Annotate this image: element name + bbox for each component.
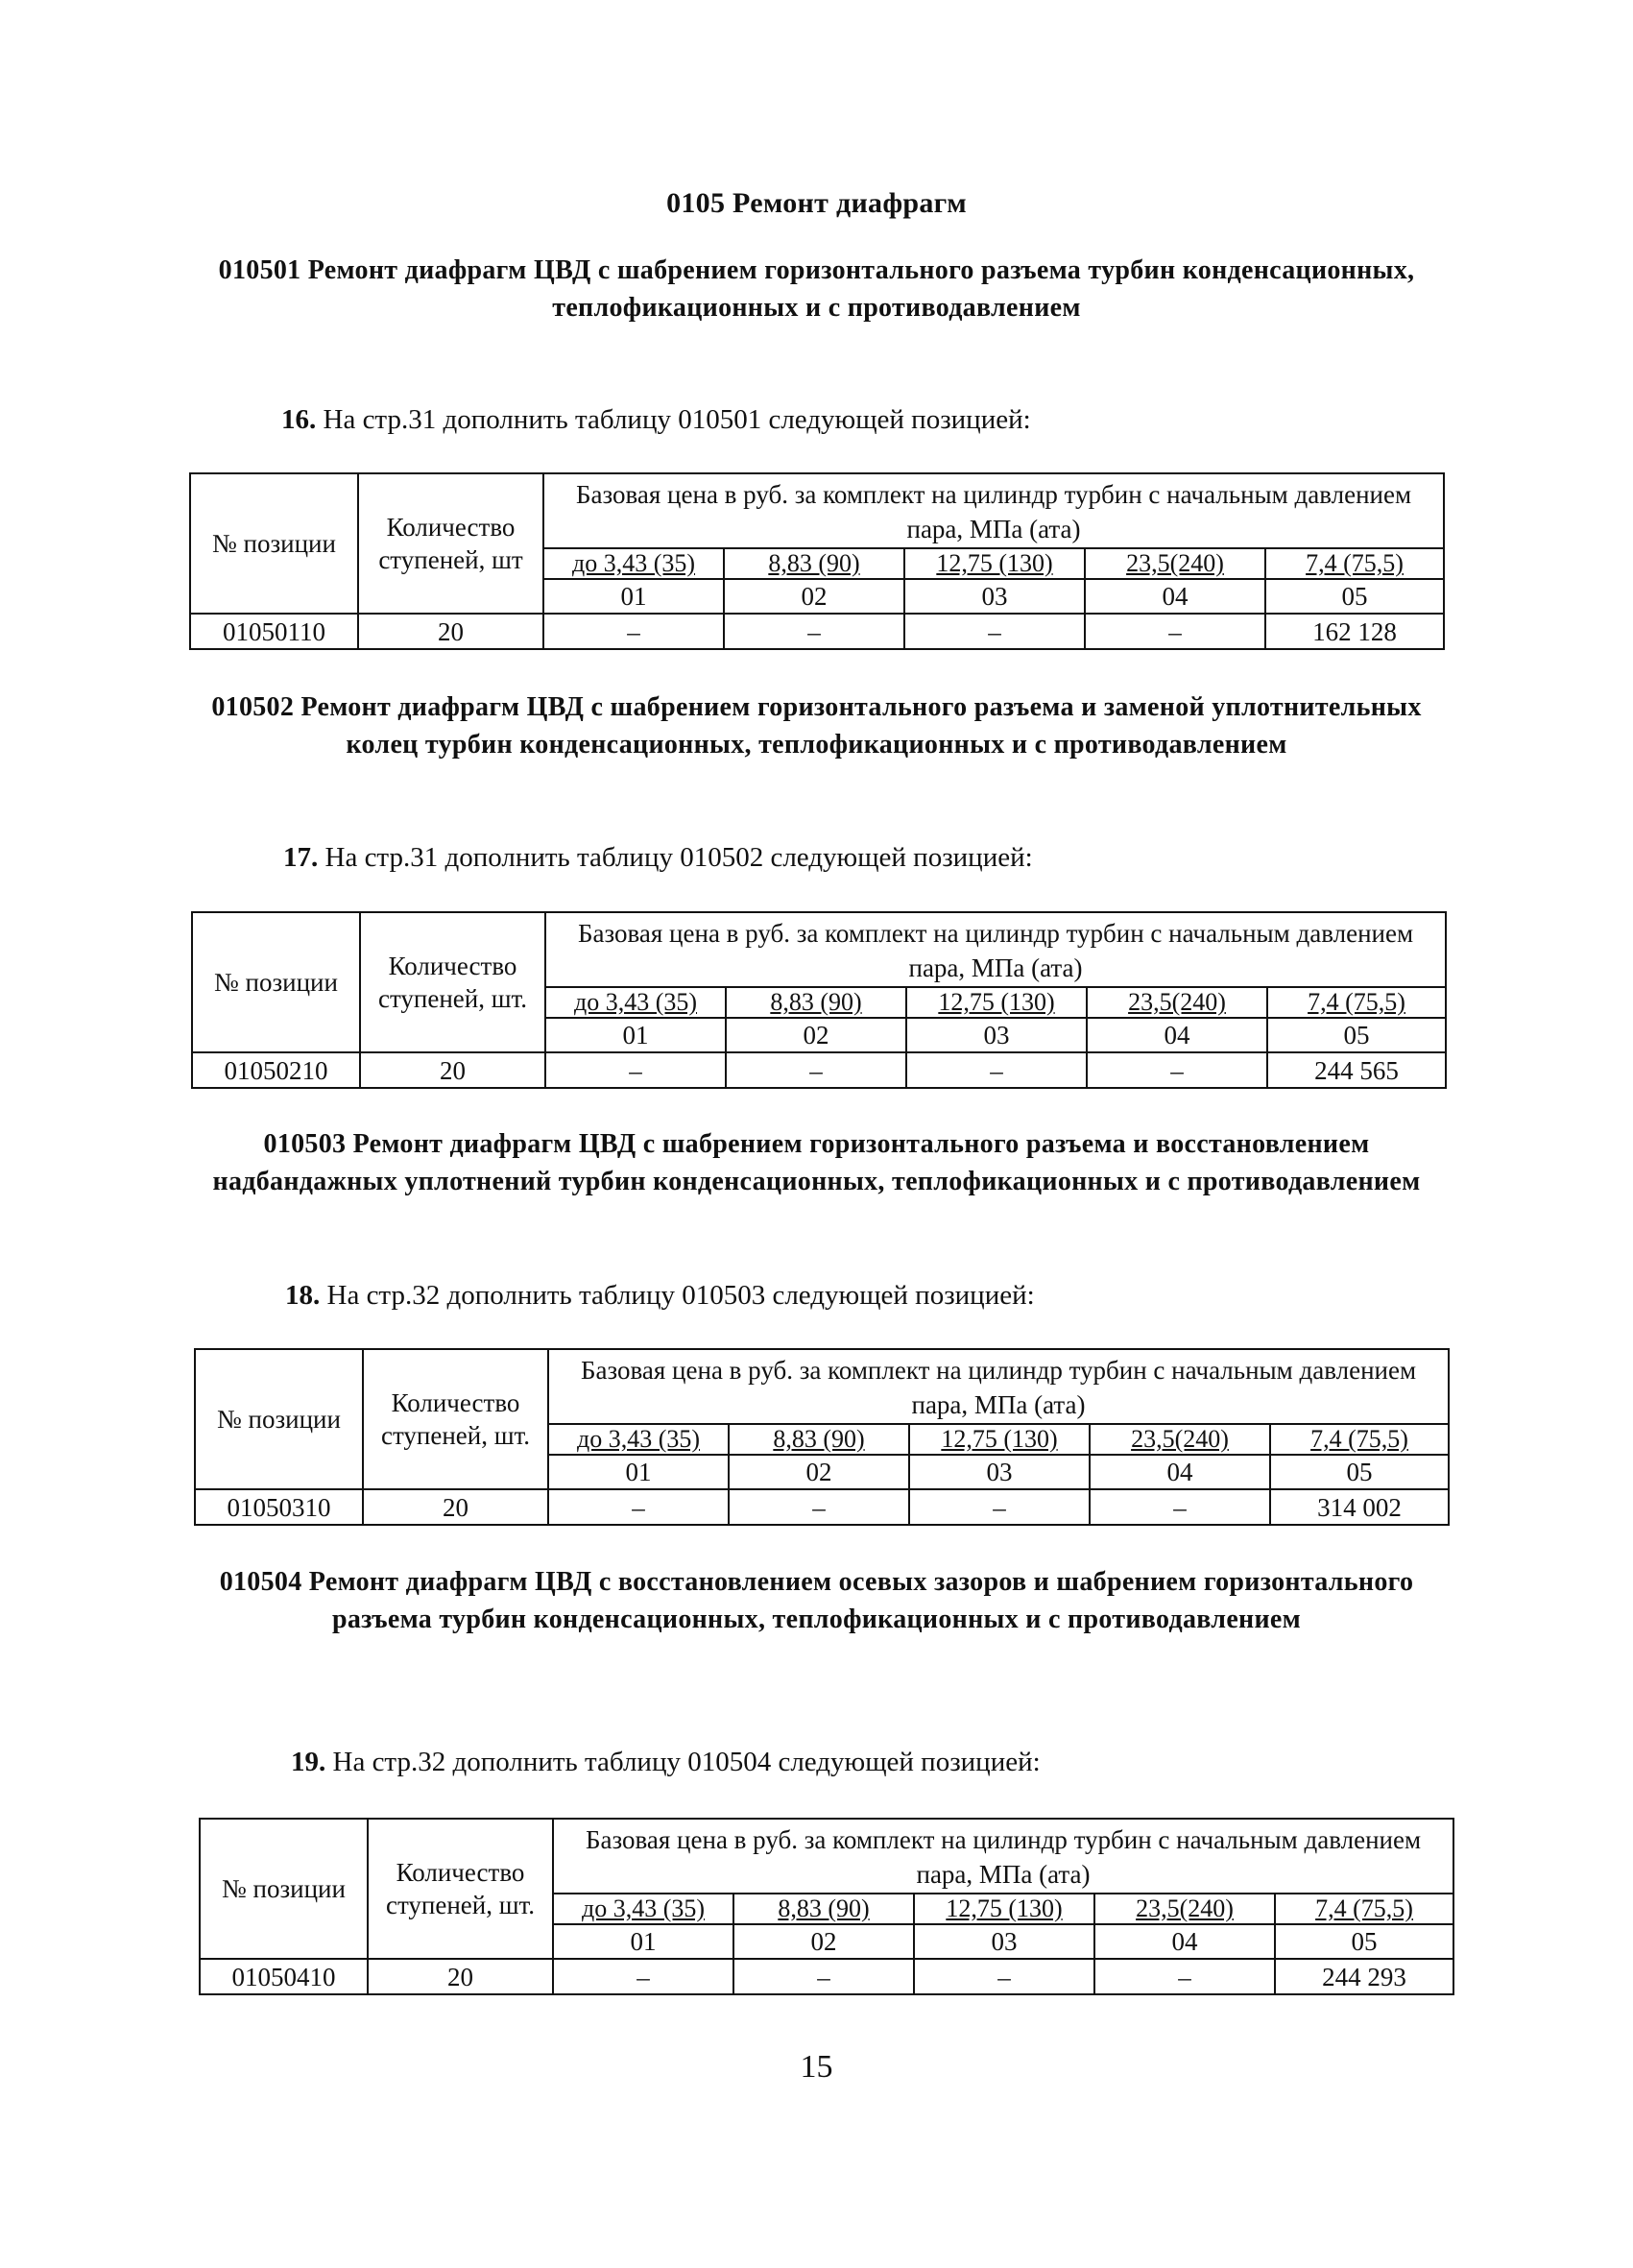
value-cell: – bbox=[1087, 1052, 1267, 1088]
instruction-number: 19. bbox=[291, 1747, 326, 1777]
table-row bbox=[190, 614, 1444, 649]
header-quantity: Количество ступеней, шт. bbox=[368, 1819, 553, 1959]
instruction-18 bbox=[285, 1279, 1035, 1312]
code-cell: 05 bbox=[1275, 1924, 1453, 1959]
position-cell: 01050410 bbox=[200, 1959, 368, 1994]
instruction-16 bbox=[281, 403, 1031, 436]
pressure-cell: до 3,43 (35) bbox=[545, 987, 726, 1018]
value-cell: 162 128 bbox=[1265, 614, 1444, 649]
pressure-cell: 7,4 (75,5) bbox=[1265, 548, 1444, 579]
value-cell: 244 293 bbox=[1275, 1959, 1453, 1994]
code-cell: 02 bbox=[729, 1455, 909, 1489]
code-cell: 02 bbox=[726, 1018, 906, 1052]
header-position: № позиции bbox=[195, 1349, 363, 1489]
price-table-010501 bbox=[189, 472, 1445, 650]
pressure-cell: 23,5(240) bbox=[1087, 987, 1267, 1018]
value-cell: – bbox=[548, 1489, 729, 1525]
code-cell: 04 bbox=[1090, 1455, 1270, 1489]
value-cell: – bbox=[726, 1052, 906, 1088]
pressure-cell: 7,4 (75,5) bbox=[1275, 1894, 1453, 1924]
instruction-text: На стр.32 дополнить таблицу 010504 следующей позицией: bbox=[325, 1747, 1041, 1777]
position-cell: 01050210 bbox=[192, 1052, 360, 1088]
value-cell: – bbox=[553, 1959, 733, 1994]
instruction-text: На стр.32 дополнить таблицу 010503 следующей позицией: bbox=[320, 1280, 1035, 1311]
value-cell: – bbox=[914, 1959, 1094, 1994]
code-cell: 05 bbox=[1270, 1455, 1449, 1489]
code-cell: 03 bbox=[906, 1018, 1087, 1052]
header-quantity: Количество ступеней, шт. bbox=[363, 1349, 548, 1489]
header-quantity: Количество ступеней, шт bbox=[358, 473, 543, 614]
instruction-text: На стр.31 дополнить таблицу 010501 следующей позицией: bbox=[316, 404, 1031, 435]
price-table-010503 bbox=[194, 1348, 1450, 1526]
header-quantity: Количество ступеней, шт. bbox=[360, 912, 545, 1052]
value-cell: – bbox=[733, 1959, 914, 1994]
value-cell: – bbox=[904, 614, 1085, 649]
value-cell: – bbox=[1085, 614, 1265, 649]
quantity-cell: 20 bbox=[368, 1959, 553, 1994]
code-cell: 01 bbox=[545, 1018, 726, 1052]
instruction-number: 16. bbox=[281, 404, 317, 435]
pressure-cell: 8,83 (90) bbox=[724, 548, 904, 579]
value-cell: 314 002 bbox=[1270, 1489, 1449, 1525]
quantity-cell: 20 bbox=[358, 614, 543, 649]
instruction-number: 18. bbox=[285, 1280, 321, 1311]
code-cell: 02 bbox=[733, 1924, 914, 1959]
instruction-number: 17. bbox=[283, 842, 319, 873]
code-cell: 02 bbox=[724, 579, 904, 614]
page-number: 15 bbox=[800, 2049, 833, 2085]
pressure-cell: 23,5(240) bbox=[1094, 1894, 1275, 1924]
pressure-cell: до 3,43 (35) bbox=[548, 1424, 729, 1455]
value-cell: – bbox=[1090, 1489, 1270, 1525]
pressure-cell: 12,75 (130) bbox=[909, 1424, 1090, 1455]
code-cell: 04 bbox=[1087, 1018, 1267, 1052]
pressure-cell: до 3,43 (35) bbox=[553, 1894, 733, 1924]
header-position: № позиции bbox=[192, 912, 360, 1052]
pressure-cell: 12,75 (130) bbox=[906, 987, 1087, 1018]
value-cell: – bbox=[543, 614, 724, 649]
header-position: № позиции bbox=[190, 473, 358, 614]
header-price: Базовая цена в руб. за комплект на цилиндр турбин с начальным давлением пара, МПа (ата) bbox=[545, 912, 1446, 987]
instruction-text: На стр.31 дополнить таблицу 010502 следующей позицией: bbox=[318, 842, 1033, 873]
pressure-cell: 8,83 (90) bbox=[726, 987, 906, 1018]
pressure-cell: 12,75 (130) bbox=[904, 548, 1085, 579]
quantity-cell: 20 bbox=[360, 1052, 545, 1088]
pressure-cell: 23,5(240) bbox=[1085, 548, 1265, 579]
value-cell: – bbox=[729, 1489, 909, 1525]
instruction-17 bbox=[283, 841, 1033, 874]
pressure-cell: 7,4 (75,5) bbox=[1267, 987, 1446, 1018]
value-cell: – bbox=[909, 1489, 1090, 1525]
price-table-010502 bbox=[191, 911, 1447, 1089]
header-price: Базовая цена в руб. за комплект на цилиндр турбин с начальным давлением пара, МПа (ата) bbox=[543, 473, 1444, 548]
code-cell: 01 bbox=[553, 1924, 733, 1959]
value-cell: – bbox=[1094, 1959, 1275, 1994]
instruction-19 bbox=[291, 1746, 1041, 1778]
table-row bbox=[192, 1052, 1446, 1088]
position-cell: 01050110 bbox=[190, 614, 358, 649]
value-cell: – bbox=[545, 1052, 726, 1088]
pressure-cell: 8,83 (90) bbox=[733, 1894, 914, 1924]
code-cell: 03 bbox=[914, 1924, 1094, 1959]
code-cell: 04 bbox=[1094, 1924, 1275, 1959]
pressure-cell: 23,5(240) bbox=[1090, 1424, 1270, 1455]
code-cell: 01 bbox=[543, 579, 724, 614]
table-row bbox=[200, 1959, 1453, 1994]
code-cell: 05 bbox=[1267, 1018, 1446, 1052]
pressure-cell: 12,75 (130) bbox=[914, 1894, 1094, 1924]
pressure-cell: до 3,43 (35) bbox=[543, 548, 724, 579]
header-position: № позиции bbox=[200, 1819, 368, 1959]
subsection-heading-010504: 010504 Ремонт диафрагм ЦВД с восстановлением осевых зазоров и шабрением горизонтального разъема турбин конденсационных, теплофикационных и с противодавлением bbox=[219, 1567, 1414, 1634]
price-table-010504 bbox=[199, 1818, 1454, 1995]
quantity-cell: 20 bbox=[363, 1489, 548, 1525]
header-price: Базовая цена в руб. за комплект на цилиндр турбин с начальным давлением пара, МПа (ата) bbox=[553, 1819, 1453, 1894]
subsection-heading-010502: 010502 Ремонт диафрагм ЦВД с шабрением горизонтального разъема и заменой уплотнительных колец турбин конденсационных, теплофикационных и с противодавлением bbox=[211, 692, 1422, 760]
pressure-cell: 7,4 (75,5) bbox=[1270, 1424, 1449, 1455]
code-cell: 05 bbox=[1265, 579, 1444, 614]
pressure-cell: 8,83 (90) bbox=[729, 1424, 909, 1455]
value-cell: – bbox=[906, 1052, 1087, 1088]
code-cell: 03 bbox=[909, 1455, 1090, 1489]
table-row bbox=[195, 1489, 1449, 1525]
code-cell: 01 bbox=[548, 1455, 729, 1489]
subsection-heading-010501: 010501 Ремонт диафрагм ЦВД с шабрением горизонтального разъема турбин конденсационных, теплофикационных и с противодавлением bbox=[218, 255, 1415, 323]
subsection-heading-010503: 010503 Ремонт диафрагм ЦВД с шабрением горизонтального разъема и восстановлением надбандажных уплотнений турбин конденсационных, теплофикационных и с противодавлением bbox=[212, 1129, 1421, 1196]
value-cell: 244 565 bbox=[1267, 1052, 1446, 1088]
code-cell: 04 bbox=[1085, 579, 1265, 614]
section-title: 0105 Ремонт диафрагм bbox=[666, 187, 967, 219]
header-price: Базовая цена в руб. за комплект на цилиндр турбин с начальным давлением пара, МПа (ата) bbox=[548, 1349, 1449, 1424]
position-cell: 01050310 bbox=[195, 1489, 363, 1525]
code-cell: 03 bbox=[904, 579, 1085, 614]
value-cell: – bbox=[724, 614, 904, 649]
